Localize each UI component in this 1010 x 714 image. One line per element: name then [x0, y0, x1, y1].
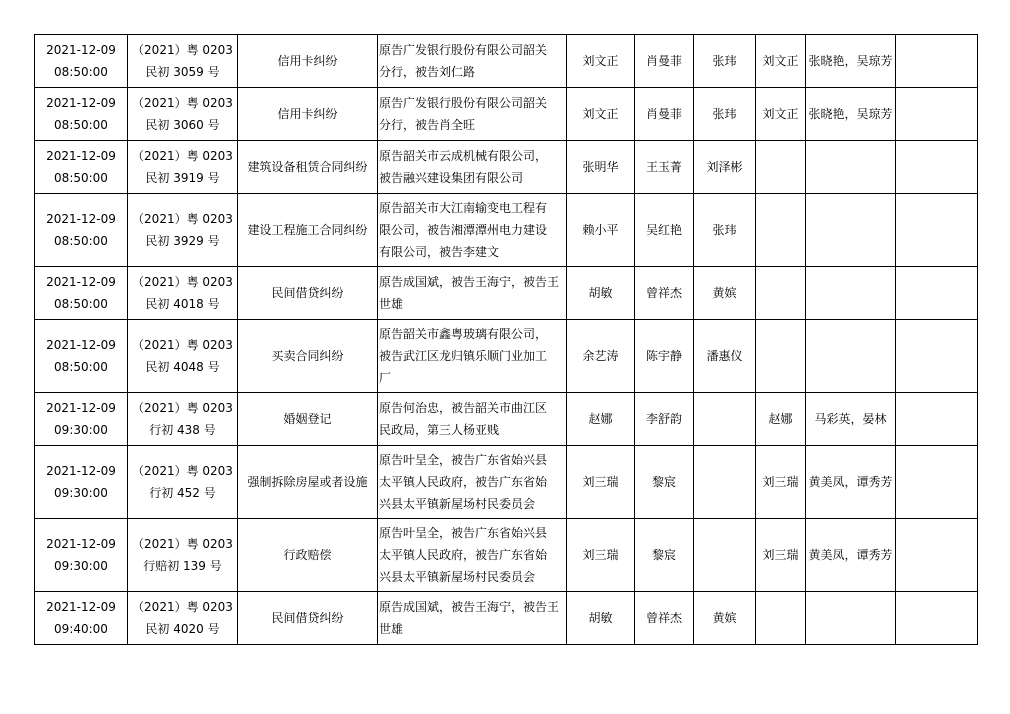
- parties-cell-line: 原告韶关市鑫粤玻璃有限公司，: [379, 327, 548, 341]
- parties-cell-line: 太平镇人民政府，被告广东省始: [379, 548, 548, 562]
- hearing-time-cell-line: 08:50:00: [54, 360, 108, 374]
- blank-cell: [896, 194, 978, 267]
- presiding-judge-cell: 刘三瑞: [567, 519, 635, 592]
- case-number-cell: [128, 320, 238, 393]
- case-number-cell-line: 民初 3060 号: [145, 118, 220, 132]
- clerk-cell: [806, 194, 896, 267]
- hearing-time-cell: [35, 446, 128, 519]
- case-number-cell: [128, 88, 238, 141]
- case-number-cell-line: 民初 3919 号: [145, 171, 220, 185]
- schedule-rows: [35, 35, 978, 645]
- hearing-time-cell: [35, 88, 128, 141]
- parties-cell-line: 有限公司，被告李建文: [379, 245, 500, 259]
- hearing-time-cell: [35, 519, 128, 592]
- hearing-time-cell-line: 2021-12-09: [46, 149, 116, 163]
- judge-cell: [756, 141, 806, 194]
- case-number-cell: [128, 393, 238, 446]
- judge-cell: [756, 320, 806, 393]
- case-number-cell-line: 民初 4048 号: [145, 360, 220, 374]
- parties-cell-line: 原告广发银行股份有限公司韶关: [379, 96, 548, 110]
- parties-cell-line: 原告韶关市大江南输变电工程有: [379, 201, 548, 215]
- parties-cell: [378, 35, 567, 88]
- parties-cell: [378, 519, 567, 592]
- case-number-cell-line: 民初 3929 号: [145, 234, 220, 248]
- presiding-judge-cell: 刘三瑞: [567, 446, 635, 519]
- judge-cell: [756, 194, 806, 267]
- blank-cell: [896, 267, 978, 320]
- parties-cell: [378, 592, 567, 645]
- case-number-cell-line: 民初 4020 号: [145, 622, 220, 636]
- hearing-time-cell: [35, 592, 128, 645]
- table-row: [35, 519, 978, 592]
- case-number-cell: [128, 194, 238, 267]
- panel-member-2-cell: [694, 519, 756, 592]
- hearing-time-cell-line: 2021-12-09: [46, 275, 116, 289]
- table-row: [35, 35, 978, 88]
- parties-cell-line: 厂: [379, 371, 392, 385]
- panel-member-cell: 黎宸: [635, 519, 694, 592]
- case-cause-cell: 信用卡纠纷: [238, 88, 378, 141]
- case-number-cell-line: 民初 4018 号: [145, 297, 220, 311]
- table-row: [35, 320, 978, 393]
- parties-cell-line: 被告武江区龙归镇乐顺门业加工: [379, 349, 548, 363]
- presiding-judge-cell: 胡敏: [567, 592, 635, 645]
- parties-cell-line: 分行，被告肖全旺: [379, 118, 476, 132]
- case-number-cell: [128, 141, 238, 194]
- parties-cell-line: 兴县太平镇新屋场村民委员会: [379, 570, 536, 584]
- hearing-time-cell-line: 2021-12-09: [46, 96, 116, 110]
- hearing-time-cell-line: 09:30:00: [54, 559, 108, 573]
- hearing-time-cell-line: 2021-12-09: [46, 537, 116, 551]
- clerk-cell: [806, 141, 896, 194]
- parties-cell-line: 限公司，被告湘潭潭州电力建设: [379, 223, 548, 237]
- parties-cell-line: 被告融兴建设集团有限公司: [379, 171, 524, 185]
- hearing-schedule-table: [34, 34, 978, 645]
- judge-cell: 刘文正: [756, 35, 806, 88]
- case-number-cell-line: 行初 438 号: [149, 423, 216, 437]
- clerk-cell: [806, 320, 896, 393]
- case-cause-cell: 行政赔偿: [238, 519, 378, 592]
- blank-cell: [896, 320, 978, 393]
- table-row: [35, 446, 978, 519]
- hearing-time-cell: [35, 194, 128, 267]
- parties-cell-line: 原告叶呈全，被告广东省始兴县: [379, 453, 548, 467]
- panel-member-2-cell: 黄嫔: [694, 592, 756, 645]
- case-number-cell-line: （2021）粤 0203: [132, 212, 233, 226]
- presiding-judge-cell: 胡敏: [567, 267, 635, 320]
- table-row: [35, 88, 978, 141]
- clerk-cell: 黄美凤，谭秀芳: [806, 446, 896, 519]
- clerk-cell: [806, 592, 896, 645]
- panel-member-cell: 肖曼菲: [635, 88, 694, 141]
- panel-member-2-cell: 潘惠仪: [694, 320, 756, 393]
- hearing-time-cell: [35, 141, 128, 194]
- blank-cell: [896, 592, 978, 645]
- parties-cell-line: 原告韶关市云成机械有限公司，: [379, 149, 548, 163]
- case-cause-cell: 信用卡纠纷: [238, 35, 378, 88]
- panel-member-2-cell: [694, 393, 756, 446]
- case-number-cell-line: （2021）粤 0203: [132, 464, 233, 478]
- case-number-cell: [128, 592, 238, 645]
- parties-cell-line: 原告成国斌，被告王海宁，被告王: [379, 600, 560, 614]
- hearing-time-cell-line: 08:50:00: [54, 171, 108, 185]
- clerk-cell: 张晓艳，吴琼芳: [806, 88, 896, 141]
- panel-member-2-cell: 黄嫔: [694, 267, 756, 320]
- case-number-cell-line: （2021）粤 0203: [132, 43, 233, 57]
- case-cause-cell: 婚姻登记: [238, 393, 378, 446]
- judge-cell: 刘三瑞: [756, 446, 806, 519]
- case-number-cell-line: （2021）粤 0203: [132, 600, 233, 614]
- parties-cell: [378, 88, 567, 141]
- judge-cell: [756, 267, 806, 320]
- clerk-cell: [806, 267, 896, 320]
- blank-cell: [896, 446, 978, 519]
- presiding-judge-cell: 刘文正: [567, 88, 635, 141]
- parties-cell: [378, 141, 567, 194]
- case-number-cell-line: （2021）粤 0203: [132, 96, 233, 110]
- table-row: [35, 592, 978, 645]
- parties-cell-line: 世雄: [379, 297, 404, 311]
- panel-member-2-cell: 张玮: [694, 88, 756, 141]
- panel-member-cell: 吴红艳: [635, 194, 694, 267]
- panel-member-cell: 李舒韵: [635, 393, 694, 446]
- parties-cell-line: 世雄: [379, 622, 404, 636]
- clerk-cell: 张晓艳，吴琼芳: [806, 35, 896, 88]
- case-number-cell: [128, 35, 238, 88]
- panel-member-cell: 肖曼菲: [635, 35, 694, 88]
- hearing-time-cell: [35, 35, 128, 88]
- parties-cell-line: 太平镇人民政府，被告广东省始: [379, 475, 548, 489]
- case-cause-cell: 建设工程施工合同纠纷: [238, 194, 378, 267]
- judge-cell: 刘文正: [756, 88, 806, 141]
- case-number-cell-line: （2021）粤 0203: [132, 275, 233, 289]
- presiding-judge-cell: 张明华: [567, 141, 635, 194]
- case-cause-cell: 民间借贷纠纷: [238, 267, 378, 320]
- presiding-judge-cell: 余艺涛: [567, 320, 635, 393]
- blank-cell: [896, 88, 978, 141]
- hearing-time-cell-line: 08:50:00: [54, 118, 108, 132]
- panel-member-cell: 黎宸: [635, 446, 694, 519]
- case-number-cell: [128, 519, 238, 592]
- blank-cell: [896, 393, 978, 446]
- panel-member-cell: 王玉菁: [635, 141, 694, 194]
- hearing-time-cell-line: 09:30:00: [54, 486, 108, 500]
- presiding-judge-cell: 刘文正: [567, 35, 635, 88]
- case-number-cell: [128, 446, 238, 519]
- hearing-time-cell-line: 09:40:00: [54, 622, 108, 636]
- case-cause-cell: 建筑设备租赁合同纠纷: [238, 141, 378, 194]
- hearing-time-cell: [35, 393, 128, 446]
- clerk-cell: 马彩英，晏林: [806, 393, 896, 446]
- table-row: [35, 194, 978, 267]
- panel-member-2-cell: 张玮: [694, 194, 756, 267]
- hearing-time-cell-line: 08:50:00: [54, 234, 108, 248]
- parties-cell: [378, 267, 567, 320]
- case-number-cell-line: 行赔初 139 号: [143, 559, 222, 573]
- parties-cell-line: 分行，被告刘仁路: [379, 65, 476, 79]
- hearing-time-cell: [35, 320, 128, 393]
- case-number-cell-line: （2021）粤 0203: [132, 338, 233, 352]
- case-cause-cell: 民间借贷纠纷: [238, 592, 378, 645]
- panel-member-2-cell: [694, 446, 756, 519]
- blank-cell: [896, 35, 978, 88]
- panel-member-cell: 曾祥杰: [635, 267, 694, 320]
- parties-cell-line: 兴县太平镇新屋场村民委员会: [379, 497, 536, 511]
- hearing-time-cell-line: 08:50:00: [54, 297, 108, 311]
- clerk-cell: 黄美凤，谭秀芳: [806, 519, 896, 592]
- hearing-time-cell-line: 2021-12-09: [46, 212, 116, 226]
- hearing-time-cell-line: 2021-12-09: [46, 464, 116, 478]
- parties-cell: [378, 194, 567, 267]
- hearing-time-cell-line: 2021-12-09: [46, 401, 116, 415]
- parties-cell-line: 原告叶呈全，被告广东省始兴县: [379, 526, 548, 540]
- table-row: [35, 141, 978, 194]
- hearing-time-cell-line: 08:50:00: [54, 65, 108, 79]
- case-number-cell-line: 行初 452 号: [149, 486, 216, 500]
- parties-cell-line: 民政局，第三人杨亚贱: [379, 423, 500, 437]
- parties-cell: [378, 446, 567, 519]
- hearing-time-cell-line: 09:30:00: [54, 423, 108, 437]
- judge-cell: 赵娜: [756, 393, 806, 446]
- presiding-judge-cell: 赖小平: [567, 194, 635, 267]
- parties-cell: [378, 320, 567, 393]
- hearing-time-cell-line: 2021-12-09: [46, 338, 116, 352]
- panel-member-2-cell: 张玮: [694, 35, 756, 88]
- hearing-time-cell: [35, 267, 128, 320]
- judge-cell: [756, 592, 806, 645]
- hearing-time-cell-line: 2021-12-09: [46, 600, 116, 614]
- case-number-cell-line: （2021）粤 0203: [132, 149, 233, 163]
- parties-cell-line: 原告广发银行股份有限公司韶关: [379, 43, 548, 57]
- case-number-cell: [128, 267, 238, 320]
- case-cause-cell: 买卖合同纠纷: [238, 320, 378, 393]
- case-number-cell-line: 民初 3059 号: [145, 65, 220, 79]
- parties-cell-line: 原告何治忠，被告韶关市曲江区: [379, 401, 548, 415]
- panel-member-2-cell: 刘泽彬: [694, 141, 756, 194]
- parties-cell: [378, 393, 567, 446]
- judge-cell: 刘三瑞: [756, 519, 806, 592]
- hearing-time-cell-line: 2021-12-09: [46, 43, 116, 57]
- parties-cell-line: 原告成国斌，被告王海宁，被告王: [379, 275, 560, 289]
- blank-cell: [896, 519, 978, 592]
- presiding-judge-cell: 赵娜: [567, 393, 635, 446]
- blank-cell: [896, 141, 978, 194]
- table-row: [35, 393, 978, 446]
- case-number-cell-line: （2021）粤 0203: [132, 401, 233, 415]
- case-cause-cell: 强制拆除房屋或者设施: [238, 446, 378, 519]
- panel-member-cell: 陈宇静: [635, 320, 694, 393]
- case-number-cell-line: （2021）粤 0203: [132, 537, 233, 551]
- panel-member-cell: 曾祥杰: [635, 592, 694, 645]
- table-row: [35, 267, 978, 320]
